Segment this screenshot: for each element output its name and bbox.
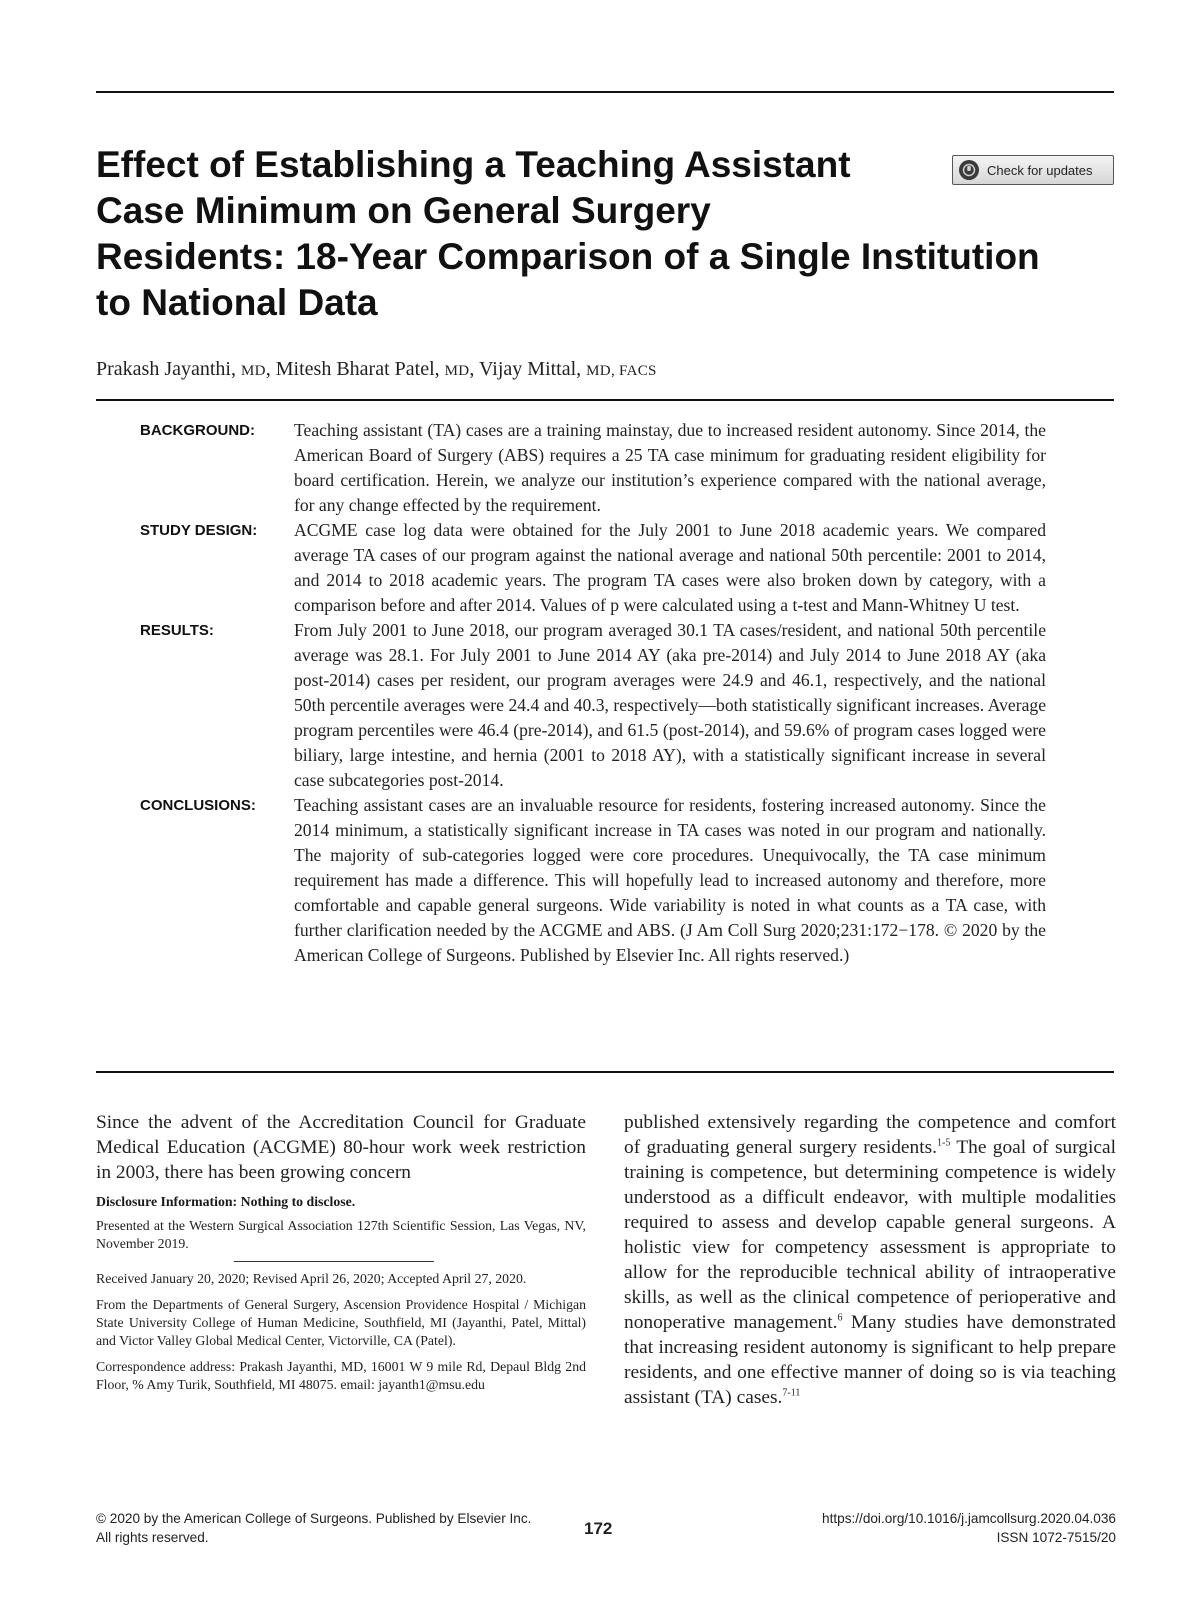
affiliation-note: From the Departments of General Surgery, Ascension Providence Hospital / Michigan State University College of Human Medicine, Southfield, MI (Jayanthi, Patel, Mittal) and Victor Valley Global Medical Center, Victorville, CA (Patel). bbox=[96, 1297, 586, 1348]
check-for-updates-button[interactable] bbox=[952, 155, 1114, 185]
presented-note: Presented at the Western Surgical Association 127th Scientific Session, Las Vegas, NV, November 2019. bbox=[96, 1218, 586, 1251]
footnote-divider bbox=[234, 1261, 434, 1262]
abstract-label: STUDY DESIGN: bbox=[140, 522, 258, 539]
abstract-section-background bbox=[140, 418, 1052, 518]
citation-link[interactable]: 1-5 bbox=[937, 1137, 951, 1149]
page-number: 172 bbox=[584, 1519, 613, 1538]
abstract-top-rule bbox=[96, 399, 1114, 401]
abstract-bottom-rule bbox=[96, 1071, 1114, 1073]
abstract-label: RESULTS: bbox=[140, 622, 214, 639]
citation-link[interactable]: 6 bbox=[837, 1312, 843, 1324]
abstract bbox=[140, 418, 1052, 968]
right-column bbox=[624, 1110, 1116, 1410]
title-line: Effect of Establishing a Teaching Assistant bbox=[96, 144, 851, 185]
author-name: Prakash Jayanthi, bbox=[96, 358, 236, 380]
crossmark-icon bbox=[959, 160, 979, 180]
body-text-segment: Many studies have demonstrated that increasing resident autonomy is significant to help prepare residents, and one effective manner of doing so is via teaching assistant (TA) cases. bbox=[624, 1312, 1117, 1408]
abstract-label: CONCLUSIONS: bbox=[140, 797, 256, 814]
author-credential: MD bbox=[444, 363, 470, 379]
citation-link[interactable]: 7-11 bbox=[782, 1387, 801, 1399]
author-name: Vijay Mittal, bbox=[479, 358, 582, 380]
abstract-text: Teaching assistant (TA) cases are a training mainstay, due to increased resident autonomy. Since 2014, the American Board of Surgery (ABS) requires a 25 TA case minimum for graduating resident eligibility for board certification. Herein, we analyze our institution’s experience compared with the national average, for any change effected by the requirement. bbox=[294, 420, 1046, 515]
title-line: Residents: 18-Year Comparison of a Single Institution bbox=[96, 236, 1040, 277]
received-note: Received January 20, 2020; Revised April 26, 2020; Accepted April 27, 2020. bbox=[96, 1271, 527, 1286]
title-line: Case Minimum on General Surgery bbox=[96, 190, 711, 231]
author-credential: MD bbox=[240, 363, 266, 379]
copyright-line: © 2020 by the American College of Surgeons. Published by Elsevier Inc. bbox=[96, 1511, 532, 1526]
abstract-section-results bbox=[140, 618, 1052, 793]
title-line: to National Data bbox=[96, 282, 378, 323]
abstract-section-conclusions bbox=[140, 793, 1052, 968]
issn: ISSN 1072-7515/20 bbox=[996, 1530, 1116, 1545]
footer-copyright bbox=[96, 1509, 531, 1547]
abstract-text: ACGME case log data were obtained for the July 2001 to June 2018 academic years. We compared average TA cases of our program against the national average and national 50th percentile: 2001 to 2014, and 2014 to 2018 academic years. The program TA cases were also broken down by category, with a comparison before and after 2014. Values of p were calculated using a t-test and Mann-Whitney U test. bbox=[294, 520, 1046, 615]
body-paragraph bbox=[624, 1110, 1116, 1410]
body-text-segment: published extensively regarding the competence and comfort of graduating general surgery residents. bbox=[624, 1112, 1116, 1158]
abstract-label: BACKGROUND: bbox=[140, 422, 255, 439]
page-footer bbox=[96, 1509, 1116, 1549]
disclosure-note: Disclosure Information: Nothing to disclose. bbox=[96, 1194, 356, 1209]
crossmark-icon-glyph bbox=[962, 163, 976, 177]
check-for-updates-label: Check for updates bbox=[987, 162, 1093, 178]
abstract-section-study-design bbox=[140, 518, 1052, 618]
intro-paragraph: Since the advent of the Accreditation Council for Graduate Medical Education (ACGME) 80-hour work week restriction in 2003, there has been growing concern bbox=[96, 1112, 586, 1183]
author-list: Prakash Jayanthi, MD, Mitesh Bharat Patel, MD, Vijay Mittal, MD, FACS bbox=[96, 358, 657, 380]
doi-link[interactable]: https://doi.org/10.1016/j.jamcollsurg.2020.04.036 bbox=[822, 1511, 1116, 1526]
correspondence-note: Correspondence address: Prakash Jayanthi, MD, 16001 W 9 mile Rd, Depaul Bldg 2nd Floor, % Amy Turik, Southfield, MI 48075. email: jayanth1@msu.edu bbox=[96, 1359, 586, 1392]
top-rule bbox=[96, 91, 1114, 93]
author-credential: MD, FACS bbox=[586, 363, 657, 379]
copyright-line: All rights reserved. bbox=[96, 1530, 209, 1545]
author-name: Mitesh Bharat Patel, bbox=[275, 358, 440, 380]
abstract-text: From July 2001 to June 2018, our program averaged 30.1 TA cases/resident, and national 50th percentile average was 28.1. For July 2001 to June 2014 AY (aka pre-2014) and July 2014 to June 2018 AY (aka post-2014) cases per resident, our program averages were 24.9 and 46.1, respectively, and the national 50th percentile averages were 24.4 and 40.3, respectively—both statistically significant increases. Average program percentiles were 46.4 (pre-2014), and 61.5 (post-2014), and 59.6% of program cases logged were biliary, large intestine, and hernia (2001 to 2018 AY), with a statistically significant increase in several case subcategories post-2014. bbox=[294, 620, 1046, 790]
footer-identifiers bbox=[822, 1509, 1116, 1547]
abstract-text: Teaching assistant cases are an invaluable resource for residents, fostering increased autonomy. Since the 2014 minimum, a statistically significant increase in TA cases was noted in our program and nationally. The majority of sub-categories logged were core procedures. Unequivocally, the TA case minimum requirement has made a difference. This will hopefully lead to increased autonomy and therefore, more comfortable and capable general surgeons. Wide variability is noted in what counts as a TA case, with further clarification needed by the ACGME and ABS. (J Am Coll Surg 2020;231:172−178. © 2020 by the American College of Surgeons. Published by Elsevier Inc. All rights reserved.) bbox=[294, 795, 1046, 965]
body-text-segment: The goal of surgical training is competence, but determining competence is widely understood as a difficult endeavor, with multiple modalities required to assess and develop capable general surgeons. A holistic view for competency assessment is appropriate to allow for the reproducible technical ability of intraoperative skills, as well as the clinical competence of perioperative and nonoperative management. bbox=[624, 1137, 1116, 1333]
left-column bbox=[96, 1110, 586, 1402]
